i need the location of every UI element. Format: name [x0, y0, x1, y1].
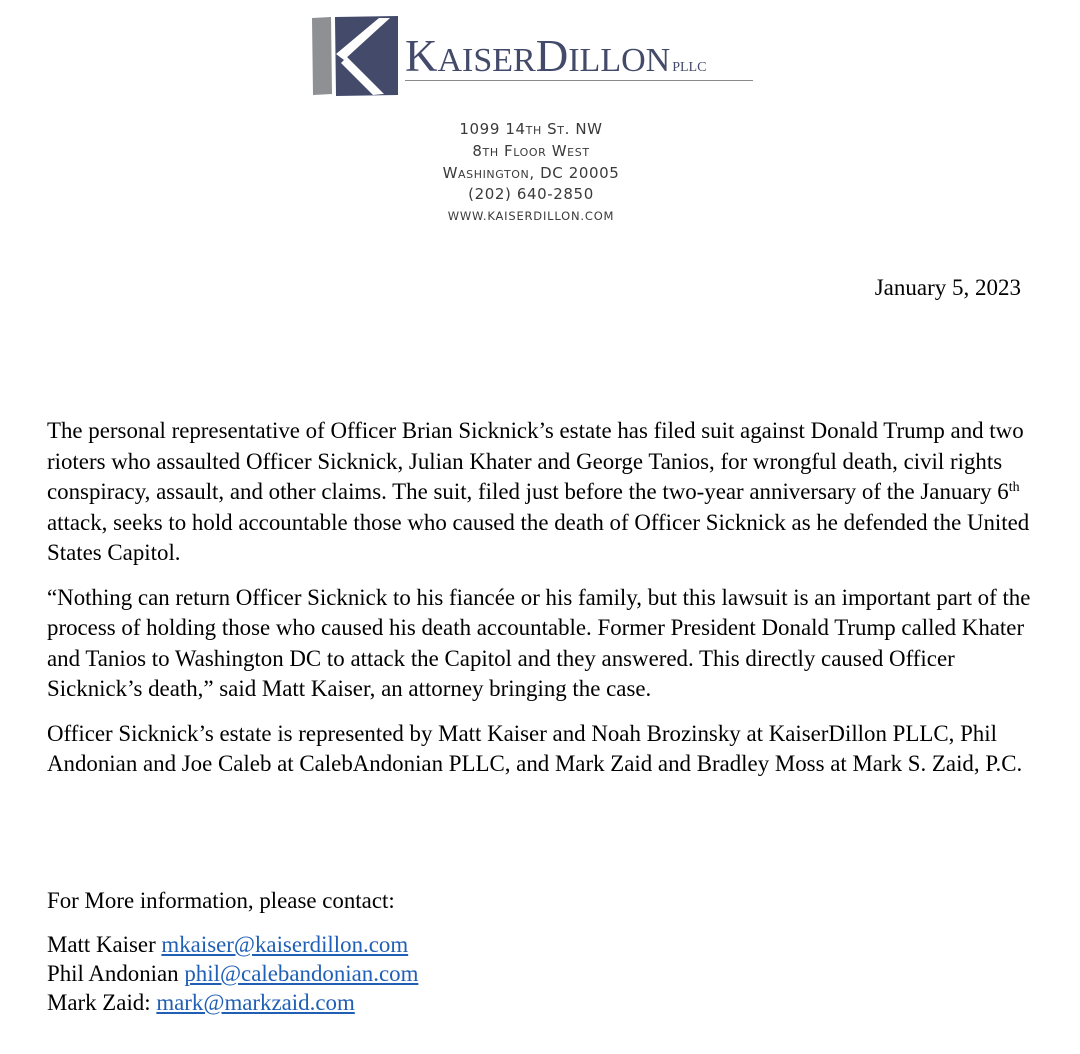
address-phone: (202) 640-2850 [468, 185, 594, 204]
letter-body [47, 416, 1047, 794]
paragraph-3: Officer Sicknick’s estate is represented by Matt Kaiser and Noah Brozinsky at KaiserDillon PLLC, Phil Andonian and Joe Caleb at CalebAndonian PLLC, and Mark Zaid and Bradley Moss at Mark S. Zaid, P.C. [47, 720, 1023, 776]
email-link-andonian[interactable]: phil@calebandonian.com [184, 961, 419, 986]
firm-wordmark [405, 31, 707, 81]
contact-intro: For More information, please contact: [47, 888, 395, 913]
contact-line-andonian [47, 959, 1047, 988]
logo-underline [405, 80, 753, 81]
contact-name: Phil Andonian [47, 961, 185, 986]
address-street: 1099 14th St. NW [459, 120, 603, 138]
letter-date: January 5, 2023 [874, 275, 1021, 300]
ordinal-superscript: th [1008, 480, 1020, 495]
email-link-kaiser[interactable]: mkaiser@kaiserdillon.com [161, 932, 409, 957]
paragraph-1-part-b: attack, seeks to hold accountable those who caused the death of Officer Sicknick as he defended the United States Capitol. [47, 509, 1030, 565]
kaiserdillon-logo-icon [311, 16, 399, 96]
paragraph-2: “Nothing can return Officer Sicknick to his fiancée or his family, but this lawsuit is an important part of the process of holding those who caused his death accountable. Former President Donald Trump called Khater and Tanios to Washington DC to attack the Capitol and they answered. This directly caused Officer Sicknick’s death,” said Matt Kaiser, an attorney bringing the case. [47, 584, 1031, 701]
wordmark-aiser: AISER [437, 42, 536, 79]
address-website: WWW.KAISERDILLON.COM [447, 209, 615, 224]
address-city: Washington, DC 20005 [442, 163, 620, 182]
wordmark-d: D [535, 31, 569, 81]
wordmark-k: K [405, 31, 438, 81]
wordmark-illon: ILLON [568, 42, 671, 79]
contact-name: Mark Zaid: [47, 990, 157, 1015]
contact-name: Matt Kaiser [47, 932, 162, 957]
contact-line-zaid [47, 988, 1047, 1017]
wordmark-pllc: PLLC [672, 60, 707, 75]
contact-line-kaiser [47, 930, 1047, 959]
letterhead [0, 0, 1080, 240]
email-link-zaid[interactable]: mark@markzaid.com [156, 990, 355, 1015]
paragraph-1 [47, 416, 1047, 569]
firm-address [330, 119, 732, 228]
paragraph-1-part-a: The personal representative of Officer Brian Sicknick’s estate has filed suit against Donald Trump and two rioters who assaulted Officer Sicknick, Julian Khater and George Tanios, for wrongful death, civil rights conspiracy, assault, and other claims. The suit, filed just before the two-year anniversary of the January 6 [47, 418, 1024, 504]
address-floor: 8th Floor West [472, 141, 590, 160]
contact-section [47, 886, 1047, 1017]
